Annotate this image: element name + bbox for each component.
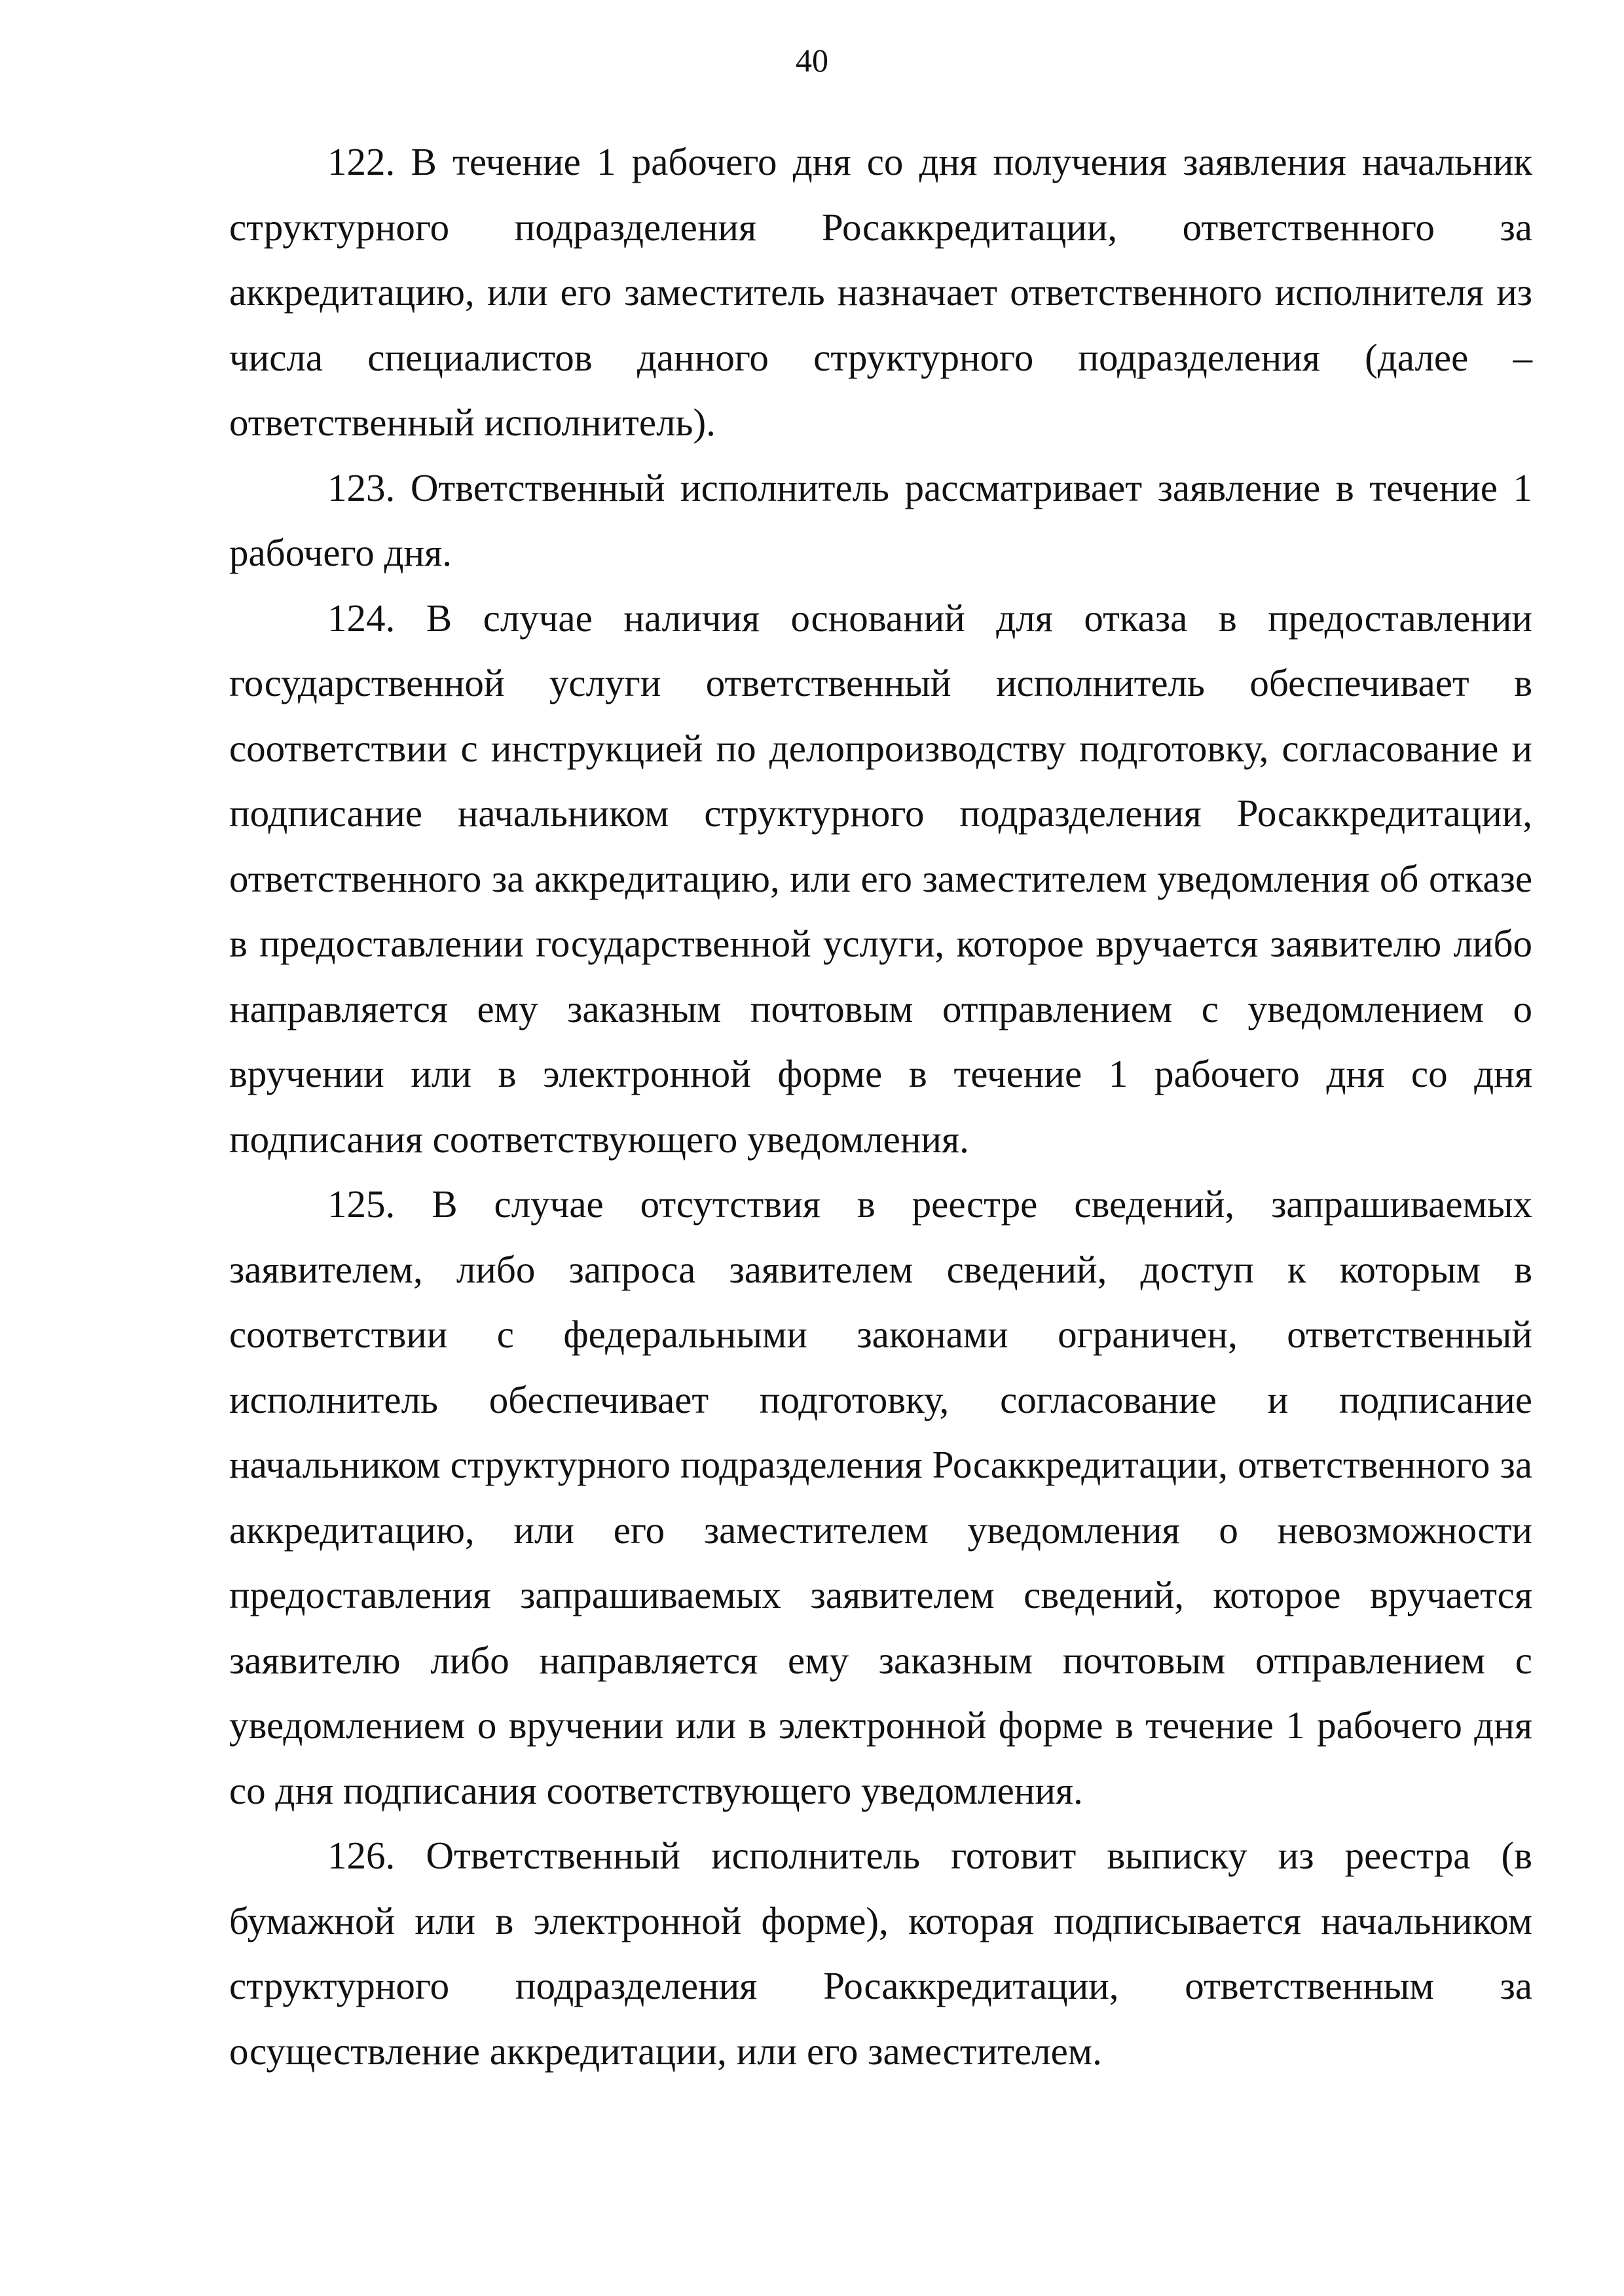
paragraph-125: 125. В случае отсутствия в реестре сведений, запрашиваемых заявителем, либо запроса заявителем сведений, доступ к которым в соответствии с федеральными законами ограничен, ответственный исполнитель обеспечивает подготовку, согласование и подписание начальником структурного подразделения Росаккредитации, ответственного за аккредитацию, или его заместителем уведомления о невозможности предоставления запрашиваемых заявителем сведений, которое вручается заявителю либо направляется ему заказным почтовым отправлением с уведомлением о вручении или в электронной форме в течение 1 рабочего дня со дня подписания соответствующего уведомления. (229, 1182, 1532, 1812)
document-body (229, 130, 1532, 2084)
page-number: 40 (796, 42, 828, 79)
paragraph-123: 123. Ответственный исполнитель рассматривает заявление в течение 1 рабочего дня. (229, 465, 1532, 574)
paragraph-124: 124. В случае наличия оснований для отказа в предоставлении государственной услуги ответственный исполнитель обеспечивает в соответствии с инструкцией по делопроизводству подготовку, согласование и подписание начальником структурного подразделения Росаккредитации, ответственного за аккредитацию, или его заместителем уведомления об отказе в предоставлении государственной услуги, которое вручается заявителю либо направляется ему заказным почтовым отправлением с уведомлением о вручении или в электронной форме в течение 1 рабочего дня со дня подписания соответствующего уведомления. (229, 596, 1532, 1161)
paragraph-122: 122. В течение 1 рабочего дня со дня получения заявления начальник структурного подразделения Росаккредитации, ответственного за аккредитацию, или его заместитель назначает ответственного исполнителя из числа специалистов данного структурного подразделения (далее – ответственный исполнитель). (229, 140, 1532, 444)
paragraph-126: 126. Ответственный исполнитель готовит выписку из реестра (в бумажной или в электронной форме), которая подписывается начальником структурного подразделения Росаккредитации, ответственным за осуществление аккредитации, или его заместителем. (229, 1834, 1532, 2073)
